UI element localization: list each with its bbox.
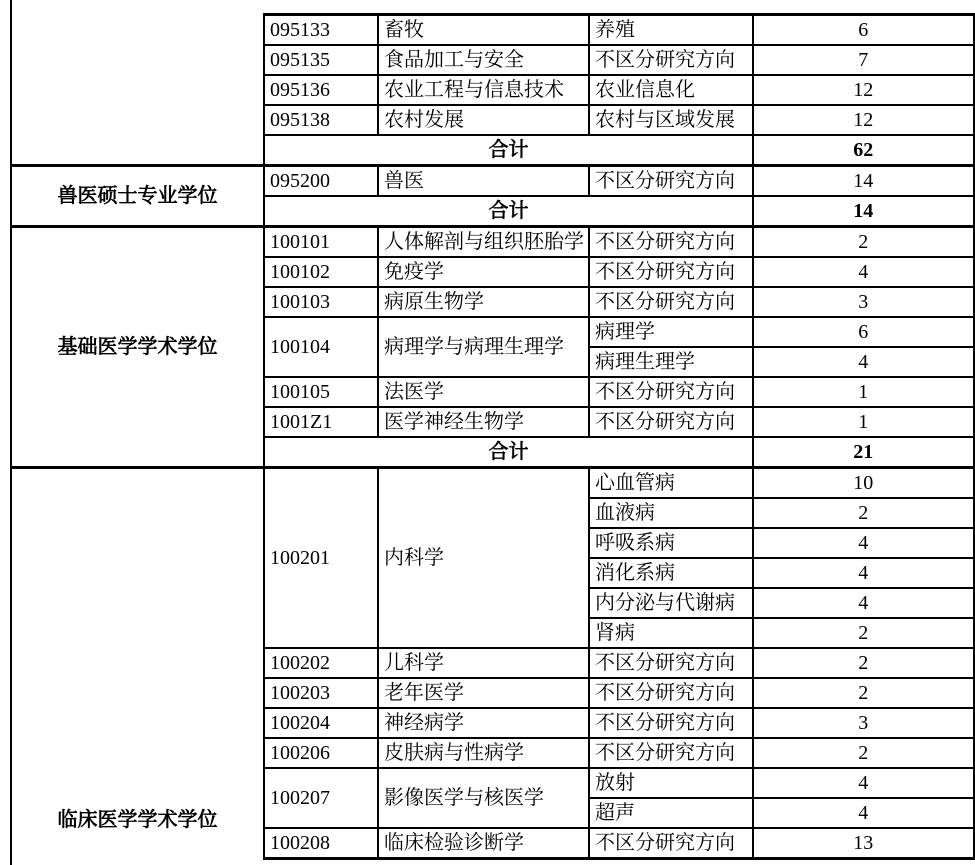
count-cell: 2 (753, 648, 974, 678)
category-cell: 临床医学学术学位 (11, 468, 264, 859)
category-cell: 基础医学学术学位 (11, 227, 264, 468)
code-cell: 095138 (264, 105, 378, 135)
table-row (11, 227, 974, 258)
table-row (11, 15, 974, 46)
direction-cell: 超声 (589, 798, 753, 828)
major-cell: 免疫学 (378, 257, 589, 287)
code-cell: 095136 (264, 75, 378, 105)
direction-cell: 消化系病 (589, 558, 753, 588)
count-cell: 3 (753, 708, 974, 738)
direction-cell: 农村与区域发展 (589, 105, 753, 135)
major-cell: 医学神经生物学 (378, 407, 589, 437)
count-cell: 2 (753, 618, 974, 648)
code-cell: 100208 (264, 828, 378, 859)
code-cell: 100101 (264, 227, 378, 258)
direction-cell: 放射 (589, 768, 753, 798)
total-value-cell: 62 (753, 135, 974, 166)
count-cell: 4 (753, 347, 974, 377)
total-label-cell: 合计 (264, 135, 753, 166)
major-cell: 农村发展 (378, 105, 589, 135)
direction-cell: 病理生理学 (589, 347, 753, 377)
major-cell: 兽医 (378, 166, 589, 197)
count-cell: 2 (753, 738, 974, 768)
total-label-cell: 合计 (264, 437, 753, 468)
count-cell: 13 (753, 828, 974, 859)
count-cell: 1 (753, 377, 974, 407)
count-cell: 4 (753, 798, 974, 828)
direction-cell: 不区分研究方向 (589, 257, 753, 287)
code-cell: 100102 (264, 257, 378, 287)
direction-cell: 呼吸系病 (589, 528, 753, 558)
major-cell: 皮肤病与性病学 (378, 738, 589, 768)
code-cell: 095200 (264, 166, 378, 197)
major-cell: 人体解剖与组织胚胎学 (378, 227, 589, 258)
count-cell: 4 (753, 558, 974, 588)
major-cell: 影像医学与核医学 (378, 768, 589, 828)
direction-cell: 不区分研究方向 (589, 377, 753, 407)
major-cell: 农业工程与信息技术 (378, 75, 589, 105)
direction-cell: 血液病 (589, 498, 753, 528)
code-cell: 100206 (264, 738, 378, 768)
major-cell: 病原生物学 (378, 287, 589, 317)
major-cell: 神经病学 (378, 708, 589, 738)
direction-cell: 不区分研究方向 (589, 678, 753, 708)
table-row (11, 468, 974, 499)
direction-cell: 不区分研究方向 (589, 166, 753, 197)
count-cell: 12 (753, 105, 974, 135)
major-cell: 老年医学 (378, 678, 589, 708)
major-cell: 临床检验诊断学 (378, 828, 589, 859)
count-cell: 12 (753, 75, 974, 105)
code-cell: 095133 (264, 15, 378, 46)
code-cell: 095135 (264, 45, 378, 75)
major-cell: 畜牧 (378, 15, 589, 46)
count-cell: 4 (753, 528, 974, 558)
total-label-cell: 合计 (264, 196, 753, 227)
direction-cell: 病理学 (589, 317, 753, 347)
category-cell: 兽医硕士专业学位 (11, 166, 264, 227)
admission-quota-table (10, 13, 975, 860)
count-cell: 6 (753, 317, 974, 347)
code-cell: 100105 (264, 377, 378, 407)
count-cell: 2 (753, 678, 974, 708)
direction-cell: 不区分研究方向 (589, 828, 753, 859)
code-cell: 100204 (264, 708, 378, 738)
code-cell: 100207 (264, 768, 378, 828)
code-cell: 100202 (264, 648, 378, 678)
count-cell: 4 (753, 257, 974, 287)
table-row (11, 166, 974, 197)
count-cell: 2 (753, 227, 974, 258)
major-cell: 内科学 (378, 468, 589, 649)
direction-cell: 不区分研究方向 (589, 227, 753, 258)
major-cell: 法医学 (378, 377, 589, 407)
count-cell: 2 (753, 498, 974, 528)
major-cell: 病理学与病理生理学 (378, 317, 589, 377)
count-cell: 3 (753, 287, 974, 317)
direction-cell: 不区分研究方向 (589, 708, 753, 738)
code-cell: 1001Z1 (264, 407, 378, 437)
direction-cell: 不区分研究方向 (589, 287, 753, 317)
code-cell: 100104 (264, 317, 378, 377)
code-cell: 100201 (264, 468, 378, 649)
count-cell: 1 (753, 407, 974, 437)
major-cell: 食品加工与安全 (378, 45, 589, 75)
count-cell: 7 (753, 45, 974, 75)
count-cell: 10 (753, 468, 974, 499)
count-cell: 6 (753, 15, 974, 46)
count-cell: 4 (753, 768, 974, 798)
direction-cell: 农业信息化 (589, 75, 753, 105)
direction-cell: 不区分研究方向 (589, 407, 753, 437)
total-value-cell: 21 (753, 437, 974, 468)
direction-cell: 不区分研究方向 (589, 648, 753, 678)
code-cell: 100203 (264, 678, 378, 708)
count-cell: 14 (753, 166, 974, 197)
direction-cell: 肾病 (589, 618, 753, 648)
category-cell (11, 15, 264, 166)
direction-cell: 内分泌与代谢病 (589, 588, 753, 618)
total-value-cell: 14 (753, 196, 974, 227)
code-cell: 100103 (264, 287, 378, 317)
direction-cell: 不区分研究方向 (589, 738, 753, 768)
direction-cell: 养殖 (589, 15, 753, 46)
direction-cell: 不区分研究方向 (589, 45, 753, 75)
count-cell: 4 (753, 588, 974, 618)
direction-cell: 心血管病 (589, 468, 753, 499)
major-cell: 儿科学 (378, 648, 589, 678)
